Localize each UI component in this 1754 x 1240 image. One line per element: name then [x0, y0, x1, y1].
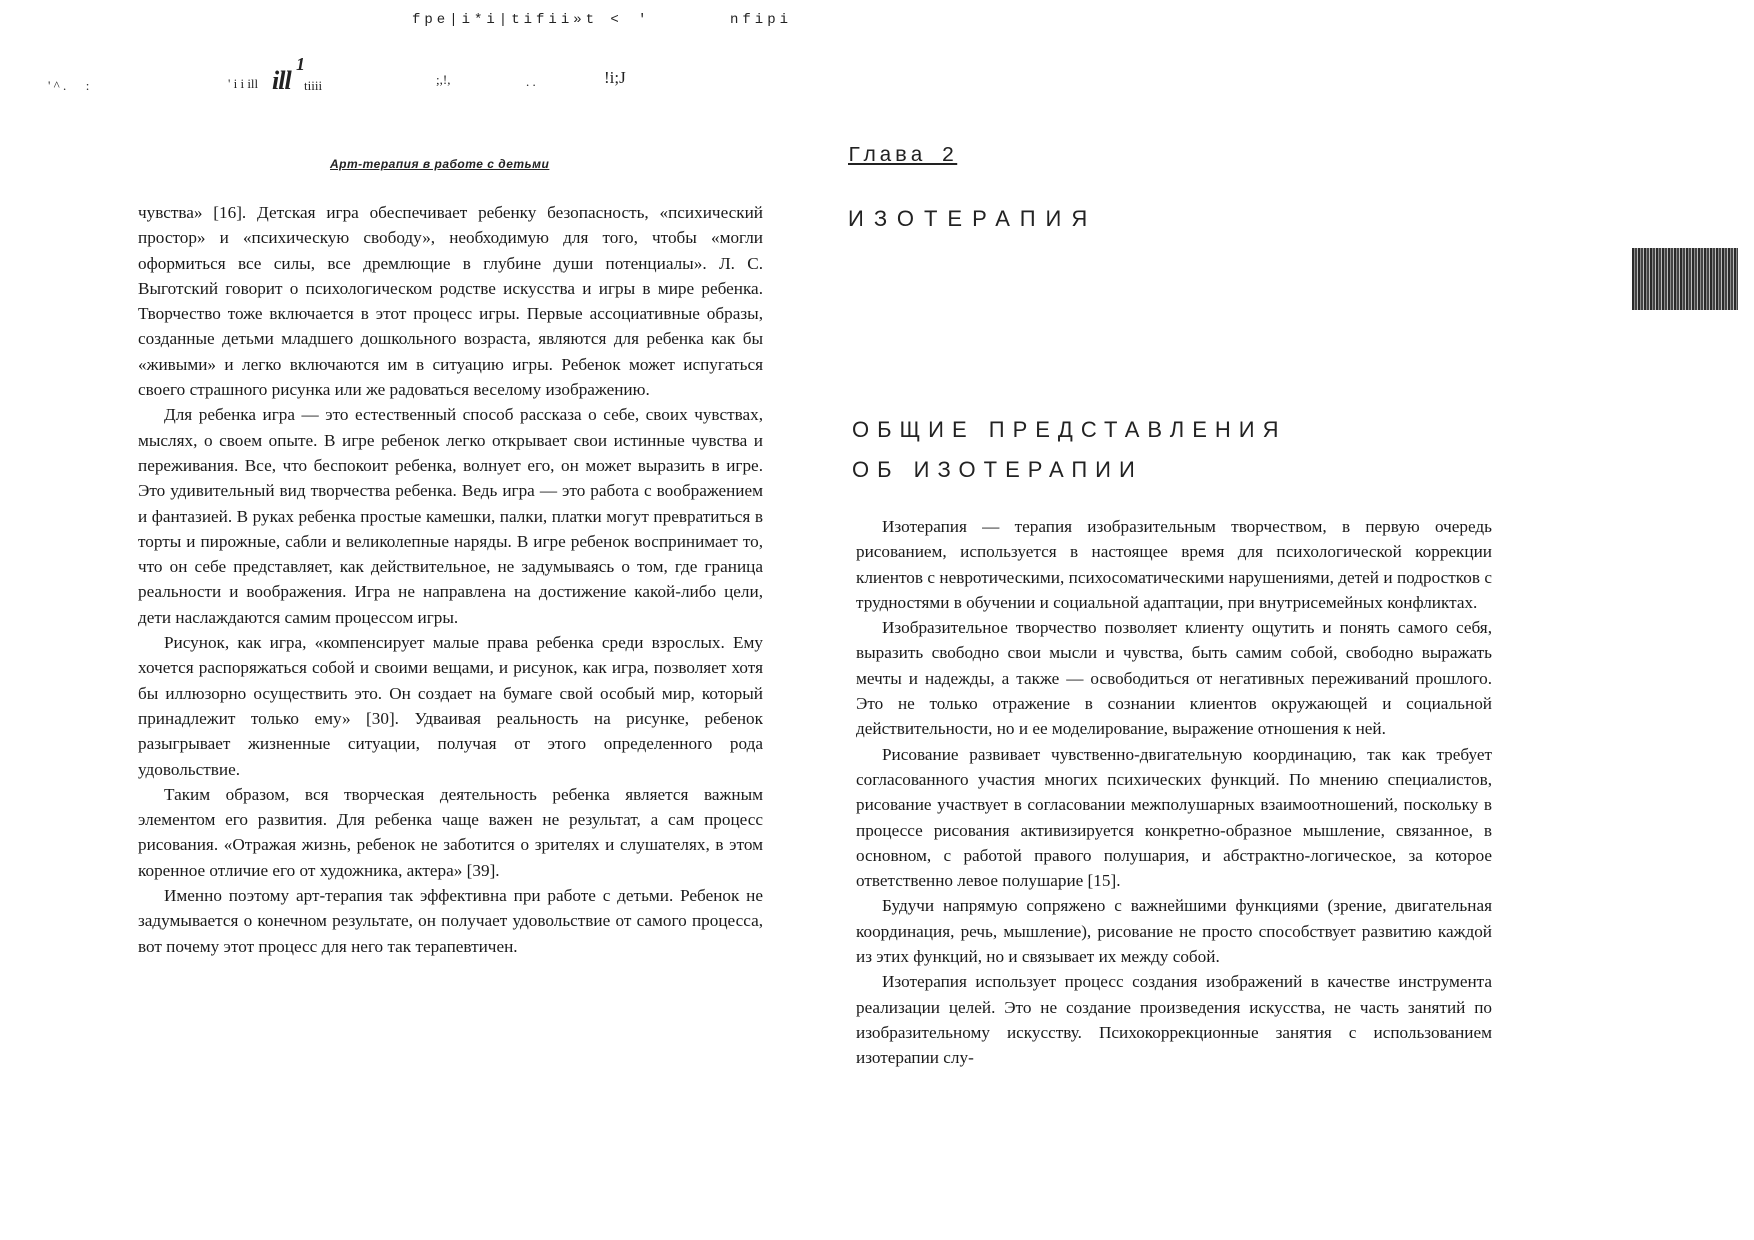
scan-artifact-text: . . [526, 74, 536, 89]
paragraph: Для ребенка игра — это естественный способ рассказа о себе, своих чувствах, мыслях, о своем опыте. В игре ребенок легко открывает свои истинные чувства и переживания. Все, что беспокоит ребенка, волнует его, он может выразить в игре. Это удивительный вид творчества ребенка. Ведь игра — это работа с воображением и фантазией. В руках ребенка простые камешки, палки, платки могут превратиться в торты и пирожные, сабли и великолепные наряды. В игре ребенок воспринимает то, что он себе представляет, как действительное, не задумываясь о том, где граница реальности и воображения. Игра не направлена на достижение какой-либо цели, дети наслаждаются самим процессом игры. [138, 405, 763, 627]
scan-artifact-text: 1 [296, 54, 305, 74]
scan-artifact-text: ;,!, [436, 72, 451, 87]
paragraph: Рисование развивает чувственно-двигательную координацию, так как требует согласованного участия многих психических функций. По мнению специалистов, рисование участвует в согласовании межполушарных взаимоотношений, поскольку в процессе рисования активизируется конкретно-образное мышление, связанное, в основном, с работой правого полушария, и абстрактно-логическое, за которое ответственно левое полушарие [15]. [856, 744, 1492, 891]
section-title-line: ОБ ИЗОТЕРАПИИ [852, 457, 1143, 482]
scan-artifact-text: ' ^ . : [48, 78, 90, 93]
paragraph: Изотерапия — терапия изобразительным творчеством, в первую очередь рисованием, используется в настоящее время для психологической коррекции клиентов с невротическими, психосоматическими нарушениями, детей и подростков с трудностями в обучении и социальной адаптации, при внутрисемейных конфликтах. [856, 517, 1492, 612]
section-title-line: ОБЩИЕ ПРЕДСТАВЛЕНИЯ [852, 417, 1287, 442]
paragraph: Таким образом, вся творческая деятельность ребенка является важным элементом его развития. Для ребенка чаще важен не результат, а сам процесс рисования. «Отражая жизнь, ребенок не заботится о зрителях и слушателях, в этом коренное отличие его от художника, актера» [39]. [138, 784, 763, 880]
scan-artifact-text: tiiii [304, 78, 323, 93]
running-head: Арт-терапия в работе с детьми [330, 157, 550, 171]
paragraph: Будучи напрямую сопряжено с важнейшими функциями (зрение, двигательная координация, речь, мышление), рисование не просто способствует развитию каждой из этих функций, но и связывает их между собой. [856, 896, 1492, 967]
right-page-body [856, 514, 1492, 1071]
paragraph: Изотерапия использует процесс создания изображений в качестве инструмента реализации целей. Это не создание произведения искусства, не часть занятий по изобразительному искусству. Психокоррекционные занятия с использованием изотерапии слу- [856, 972, 1492, 1068]
paragraph: Изобразительное творчество позволяет клиенту ощутить и понять самого себя, выразить свободно свои мысли и чувства, быть самим собой, свободно выражать мечты и надежды, а также — освободиться от негативных переживаний прошлого. Это не только отражение в сознании клиентов окружающей и социальной действительности, но и ее моделирование, выражение отношения к ней. [856, 618, 1492, 739]
scan-artifact-text: ' [638, 12, 651, 28]
scan-artifact-text: ' i i ill [228, 76, 259, 91]
scan-artifact-text: !i;J [604, 68, 626, 87]
paragraph: Именно поэтому арт-терапия так эффективна при работе с детьми. Ребенок не задумывается о конечном результате, он получает удовольствие от самого процесса, вот почему этот процесс для него так терапевтичен. [138, 886, 763, 956]
chapter-label: Глава 2 [848, 145, 958, 168]
chapter-title: ИЗОТЕРАПИЯ [848, 206, 1098, 231]
paragraph: чувства» [16]. Детская игра обеспечивает ребенку безопасность, «психический простор» и «психическую свободу», необходимую для того, чтобы «могли оформиться все силы, все дремлющие в глубине души потенциалы». Л. С. Выготский говорит о психологическом родстве искусства и игры в мире ребенка. Творчество тоже включается в этот процесс игры. Первые ассоциативные образы, созданные детьми младшего дошкольного возраста, являются для ребенка как бы «живыми» и легко включаются им в ситуацию игры. Ребенок может испугаться своего страшного рисунка или же радоваться веселому изображению. [138, 203, 763, 400]
scan-artifact-text: nfipi [730, 12, 793, 28]
paragraph: Рисунок, как игра, «компенсирует малые права ребенка среди взрослых. Ему хочется распоряжаться собой и своими вещами, и рисунок, как игра, позволяет хотя бы иллюзорно осуществить это. Он создает на бумаге свой особый мир, который принадлежит только ему» [30]. Удваивая реальность на рисунке, ребенок разыгрывает жизненные ситуации, получая от этого определенного рода удовольствие. [138, 633, 763, 779]
scan-artifact-text: fpe|i*i|tifii»t < [412, 12, 623, 28]
section-title [852, 410, 1287, 490]
thumb-index-tab [1632, 248, 1738, 310]
left-page-body [138, 200, 763, 959]
